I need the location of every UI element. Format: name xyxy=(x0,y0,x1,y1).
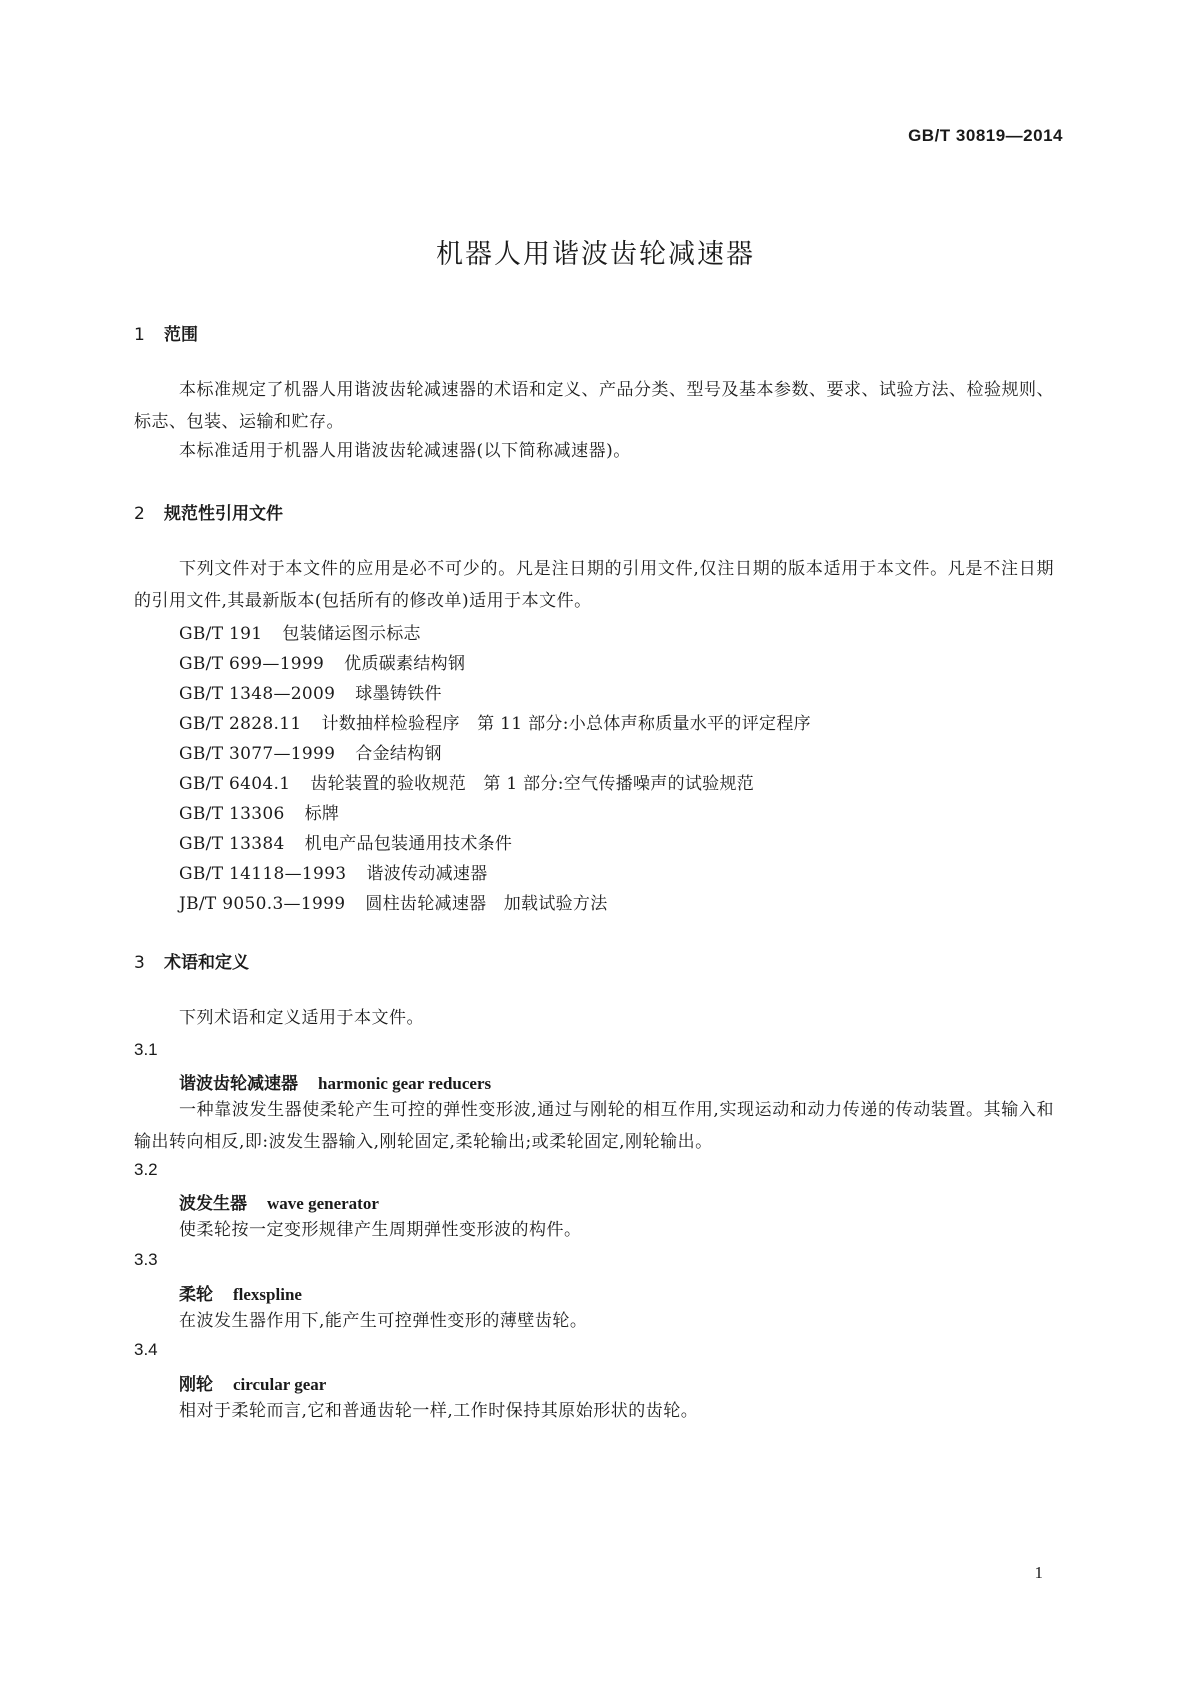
reference-code: GB/T 191 xyxy=(179,624,263,644)
term-definition: 相对于柔轮而言,它和普通齿轮一样,工作时保持其原始形状的齿轮。 xyxy=(179,1401,699,1421)
term-number: 3.1 xyxy=(134,1040,158,1059)
reference-name: 标牌 xyxy=(304,804,340,824)
section-3-intro: 下列术语和定义适用于本文件。 xyxy=(179,1008,424,1028)
section-3-heading xyxy=(134,948,249,973)
reference-item xyxy=(179,739,442,764)
reference-code: GB/T 6404.1 xyxy=(179,774,291,794)
term-name xyxy=(179,1280,302,1305)
term-name-en: harmonic gear reducers xyxy=(318,1074,492,1093)
page-number: 1 xyxy=(1034,1563,1043,1582)
reference-code: GB/T 2828.11 xyxy=(179,714,302,734)
term-number: 3.4 xyxy=(134,1340,158,1359)
term-definition: 使柔轮按一定变形规律产生周期弹性变形波的构件。 xyxy=(179,1220,582,1240)
section-number: 3 xyxy=(134,953,145,973)
reference-name: 齿轮装置的验收规范 第 1 部分:空气传播噪声的试验规范 xyxy=(310,774,755,794)
term-name-zh: 刚轮 xyxy=(179,1375,213,1395)
reference-name: 包装储运图示标志 xyxy=(282,624,421,644)
term-definition: 一种靠波发生器使柔轮产生可控的弹性变形波,通过与刚轮的相互作用,实现运动和动力传递的传动装置。其输入和输出转向相反,即:波发生器输入,刚轮固定,柔轮输出;或柔轮固定,刚轮输出。 xyxy=(134,1100,1054,1152)
document-title: 机器人用谐波齿轮减速器 xyxy=(436,239,755,270)
term-number: 3.3 xyxy=(134,1250,158,1269)
section-1-heading xyxy=(134,320,198,345)
reference-code: GB/T 1348—2009 xyxy=(179,684,336,704)
reference-item xyxy=(179,889,608,914)
section-title: 规范性引用文件 xyxy=(164,504,283,524)
term-name-en: flexspline xyxy=(233,1285,302,1304)
section-1-paragraph-2: 本标准适用于机器人用谐波齿轮减速器(以下简称减速器)。 xyxy=(179,441,631,461)
reference-item xyxy=(179,799,339,824)
reference-name: 优质碳素结构钢 xyxy=(344,654,466,674)
term-name xyxy=(179,1370,326,1395)
reference-item xyxy=(179,859,488,884)
term-name xyxy=(179,1189,379,1214)
section-1-paragraph-1: 本标准规定了机器人用谐波齿轮减速器的术语和定义、产品分类、型号及基本参数、要求、试验方法、检验规则、标志、包装、运输和贮存。 xyxy=(134,380,1054,432)
reference-name: 圆柱齿轮减速器 加载试验方法 xyxy=(365,894,608,914)
reference-name: 计数抽样检验程序 第 11 部分:小总体声称质量水平的评定程序 xyxy=(321,714,811,734)
term-definition: 在波发生器作用下,能产生可控弹性变形的薄壁齿轮。 xyxy=(179,1311,588,1331)
standard-code: GB/T 30819—2014 xyxy=(908,126,1063,145)
term-name-en: wave generator xyxy=(267,1194,379,1213)
reference-item xyxy=(179,709,811,734)
section-title: 术语和定义 xyxy=(164,953,249,973)
reference-name: 谐波传动减速器 xyxy=(366,864,488,884)
reference-code: GB/T 699—1999 xyxy=(179,654,325,674)
section-2-paragraph-1: 下列文件对于本文件的应用是必不可少的。凡是注日期的引用文件,仅注日期的版本适用于本文件。凡是不注日期的引用文件,其最新版本(包括所有的修改单)适用于本文件。 xyxy=(134,559,1054,611)
reference-code: GB/T 13384 xyxy=(179,834,285,854)
reference-code: GB/T 3077—1999 xyxy=(179,744,336,764)
reference-name: 合金结构钢 xyxy=(355,744,442,764)
reference-name: 机电产品包装通用技术条件 xyxy=(304,834,513,854)
reference-item xyxy=(179,829,512,854)
reference-item xyxy=(179,679,442,704)
section-title: 范围 xyxy=(164,325,198,345)
reference-name: 球墨铸铁件 xyxy=(355,684,442,704)
section-number: 1 xyxy=(134,325,145,345)
term-name xyxy=(179,1069,491,1094)
reference-code: GB/T 14118—1993 xyxy=(179,864,347,884)
term-name-en: circular gear xyxy=(233,1375,327,1394)
reference-item xyxy=(179,649,465,674)
section-number: 2 xyxy=(134,504,145,524)
term-name-zh: 波发生器 xyxy=(179,1194,247,1214)
term-name-zh: 谐波齿轮减速器 xyxy=(179,1074,298,1094)
reference-code: GB/T 13306 xyxy=(179,804,285,824)
section-2-heading xyxy=(134,499,283,524)
reference-item xyxy=(179,769,754,794)
term-name-zh: 柔轮 xyxy=(179,1285,213,1305)
reference-code: JB/T 9050.3—1999 xyxy=(179,894,346,914)
term-number: 3.2 xyxy=(134,1160,158,1179)
reference-item xyxy=(179,619,421,644)
